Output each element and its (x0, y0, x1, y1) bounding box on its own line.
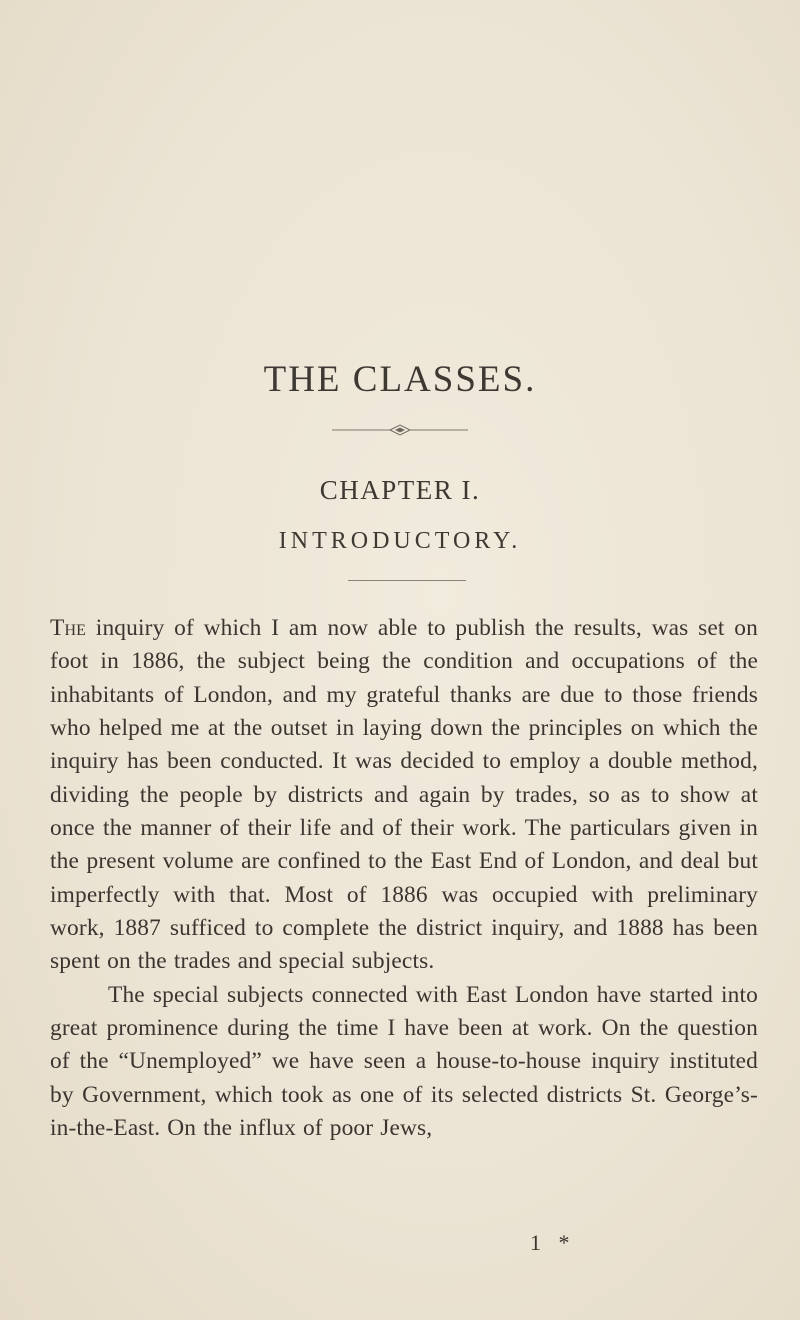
printer-signature-mark: 1 * (530, 1230, 576, 1255)
paragraph-2 (50, 979, 758, 1146)
paragraph-1-lead: The (50, 615, 87, 641)
book-title: THE CLASSES. (263, 359, 537, 400)
paragraph-1-text: inquiry of which I am now able to publish the results, was set on foot in 1886, the subject being the condition and occupations of the inhabitants of London, and my grateful thanks are due to those friends who helped me at the outset in laying down the principles on which the inquiry has been conducted. It was decided to employ a double method, dividing the people by districts and again by trades, so as to show at once the manner of their life and of their work. The particulars given in the present volume are confined to the East End of London, and deal but imperfectly with that. Most of 1886 was occupied with preliminary work, 1887 sufficed to complete the district inquiry, and 1888 has been spent on the trades and special subjects. (50, 615, 758, 975)
paragraph-1 (50, 612, 758, 979)
body-text (50, 612, 758, 1146)
section-rule (348, 580, 466, 581)
paragraph-2-text: The special subjects connected with East London have started into great prominence during the time I have been at work. On the question of the “Unemployed” we have seen a house-to-house inquiry instituted by Government, which took as one of its selected districts St. George’s-in-the-East. On the influx of poor Jews, (50, 981, 758, 1142)
chapter-title: INTRODUCTORY. (278, 528, 522, 554)
ornament-divider-icon (332, 424, 468, 436)
chapter-heading: CHAPTER I. (319, 475, 481, 505)
